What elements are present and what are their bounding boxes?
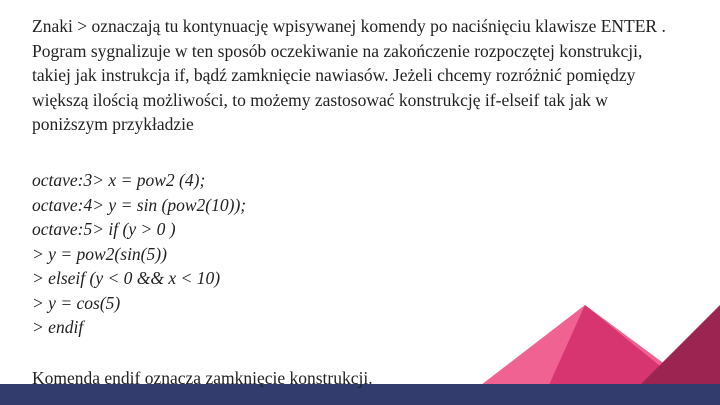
intro-line: Znaki > oznaczają tu kontynuację wpisywanej komendy po naciśnięciu klawisze ENTER . — [32, 16, 666, 36]
code-line: > y = cos(5) — [32, 292, 121, 313]
code-line: > elseif (y < 0 && x < 10) — [32, 268, 221, 288]
code-line: octave:4> y = sin (pow2(10)); — [32, 194, 247, 215]
intro-line: takiej jak instrukcja if, bądź zamknięcie nawiasów. Jeżeli chcemy rozróżnić pomiędzy — [32, 65, 636, 85]
code-line: octave:5> if (y > 0 ) — [32, 219, 176, 239]
code-line: > y = pow2(sin(5)) — [32, 243, 167, 264]
footer-text: Komenda endif oznacza zamknięcie konstrukcji. — [32, 368, 373, 388]
intro-line: poniższym przykładzie — [32, 114, 194, 134]
code-line: octave:3> x = pow2 (4); — [32, 170, 206, 190]
code-line: > endif — [32, 317, 84, 337]
intro-line: Pogram sygnalizuje w ten sposób oczekiwanie na zakończenie rozpoczętej konstrukcji, — [32, 40, 643, 61]
intro-line: większą ilością możliwości, to możemy zastosować konstrukcję if-elseif tak jak w — [32, 89, 608, 110]
